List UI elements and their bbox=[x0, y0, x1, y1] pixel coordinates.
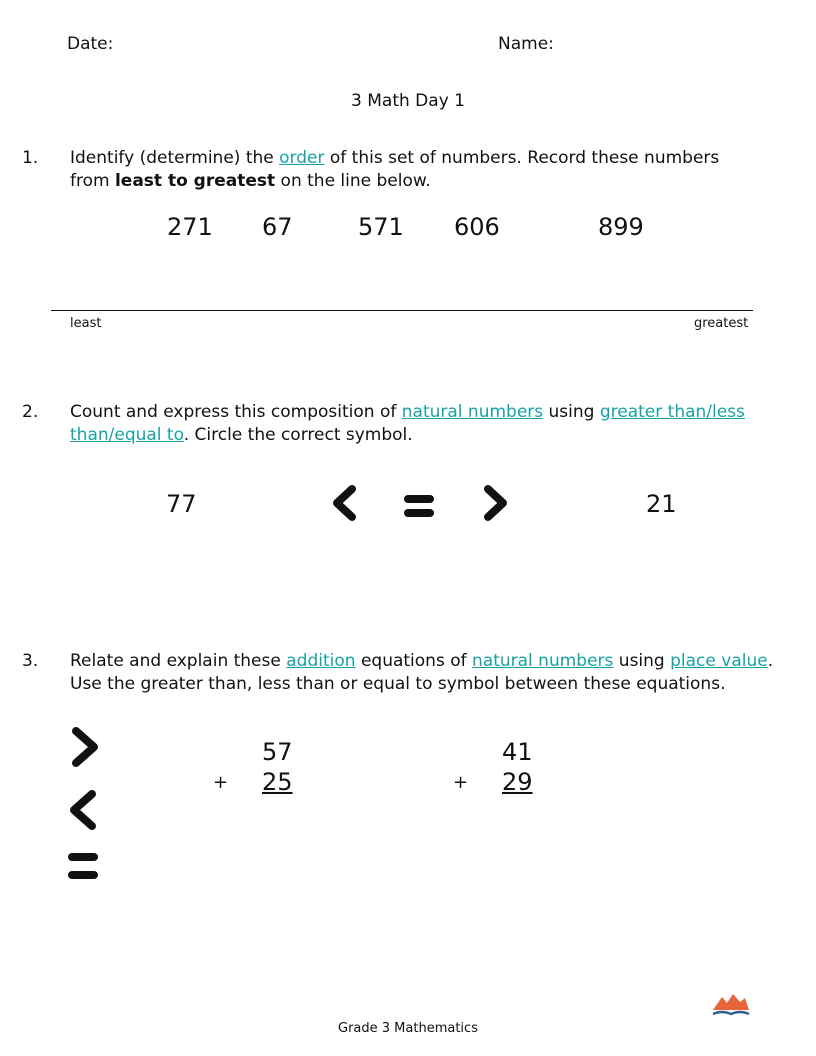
greater-than-icon[interactable] bbox=[70, 725, 104, 769]
greatest-label: greatest bbox=[694, 316, 749, 331]
eq2-top: 41 bbox=[502, 738, 533, 766]
q1-text-3: from bbox=[70, 171, 115, 191]
question-2-number: 2. bbox=[22, 402, 39, 422]
number-2: 67 bbox=[262, 213, 293, 241]
eq1-plus: + bbox=[213, 772, 229, 793]
q3-text-1: Relate and explain these bbox=[70, 651, 287, 671]
q3-text-2: equations of bbox=[355, 651, 473, 671]
q2-text-1: Count and express this composition of bbox=[70, 402, 402, 422]
answer-line[interactable] bbox=[51, 310, 753, 311]
eq1-bottom: 25 bbox=[262, 768, 293, 796]
q3-text-3: using bbox=[613, 651, 671, 671]
eq2-plus: + bbox=[453, 772, 469, 793]
equals-icon[interactable] bbox=[66, 850, 102, 884]
page-title: 3 Math Day 1 bbox=[351, 91, 465, 111]
q1-text-4: on the line below. bbox=[275, 171, 431, 191]
less-than-icon[interactable] bbox=[66, 788, 100, 832]
question-3-number: 3. bbox=[22, 651, 39, 671]
question-2-text bbox=[70, 401, 790, 447]
footer-text: Grade 3 Mathematics bbox=[338, 1021, 478, 1036]
less-than-icon[interactable] bbox=[330, 483, 360, 523]
q3-text-5: Use the greater than, less than or equal to symbol between these equations. bbox=[70, 674, 726, 694]
place-value-link[interactable]: place value bbox=[670, 651, 768, 671]
question-1-number: 1. bbox=[22, 148, 39, 168]
natural-numbers-link-2[interactable]: natural numbers bbox=[472, 651, 614, 671]
number-4: 606 bbox=[454, 213, 500, 241]
q2-text-3: . Circle the correct symbol. bbox=[183, 425, 413, 445]
greater-less-link[interactable]: greater than/less bbox=[599, 402, 745, 422]
question-1-text bbox=[70, 147, 790, 193]
equal-to-link[interactable]: than/equal to bbox=[70, 425, 184, 445]
question-3-text bbox=[70, 650, 800, 696]
number-1: 271 bbox=[167, 213, 213, 241]
date-label: Date: bbox=[67, 34, 114, 54]
order-link[interactable]: order bbox=[279, 148, 325, 168]
number-3: 571 bbox=[358, 213, 404, 241]
logo-icon bbox=[711, 993, 751, 1019]
eq1-top: 57 bbox=[262, 738, 293, 766]
q1-text-1: Identify (determine) the bbox=[70, 148, 280, 168]
left-value: 77 bbox=[166, 490, 197, 518]
number-5: 899 bbox=[598, 213, 644, 241]
addition-link[interactable]: addition bbox=[286, 651, 356, 671]
q2-text-2: using bbox=[543, 402, 600, 422]
eq2-bottom: 29 bbox=[502, 768, 533, 796]
equals-icon[interactable] bbox=[403, 492, 437, 522]
greater-than-icon[interactable] bbox=[481, 483, 511, 523]
q1-text-2: of this set of numbers. Record these numbers bbox=[324, 148, 720, 168]
name-label: Name: bbox=[498, 34, 554, 54]
q1-bold: least to greatest bbox=[114, 171, 276, 191]
q3-text-4: . bbox=[767, 651, 774, 671]
least-label: least bbox=[70, 316, 102, 331]
right-value: 21 bbox=[646, 490, 677, 518]
natural-numbers-link[interactable]: natural numbers bbox=[401, 402, 544, 422]
